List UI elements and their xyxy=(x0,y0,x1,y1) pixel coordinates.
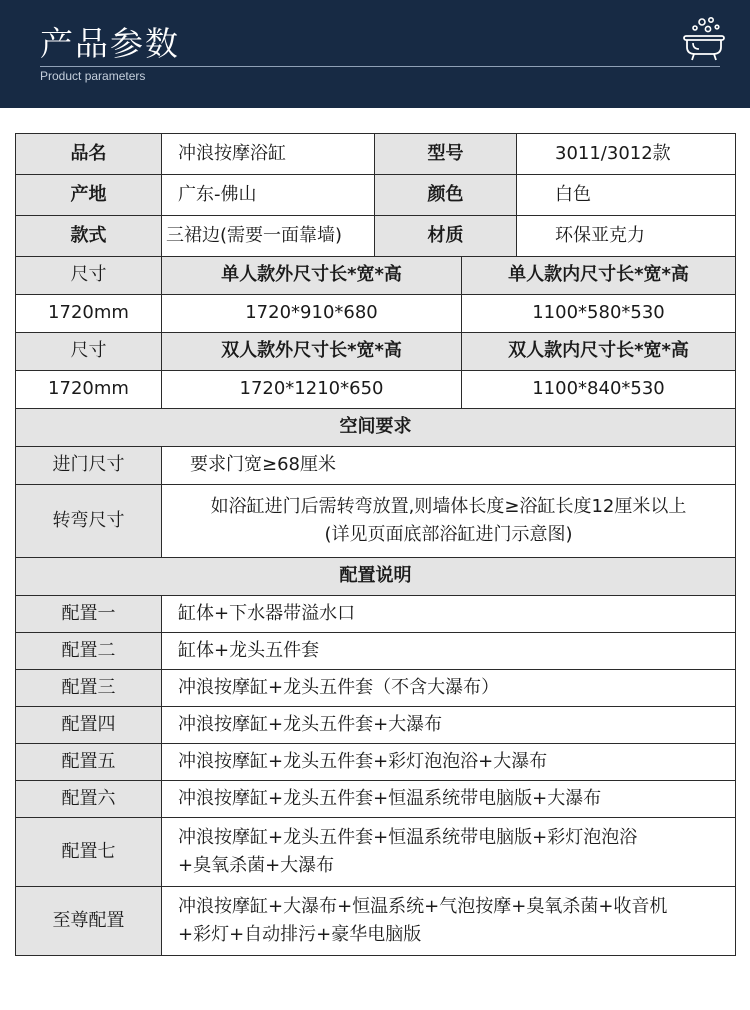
value-double-outer: 1720*1210*650 xyxy=(162,371,462,409)
table-row xyxy=(16,409,736,447)
label-name: 品名 xyxy=(16,134,162,175)
value-turn-size xyxy=(162,485,736,558)
table-row xyxy=(16,134,736,175)
table-row xyxy=(16,485,736,558)
table-row xyxy=(16,175,736,216)
table-row xyxy=(16,216,736,257)
value-config-premium xyxy=(162,887,736,956)
page-title: 产品参数 xyxy=(40,24,180,63)
table-row xyxy=(16,447,736,485)
config-7-line-1: 冲浪按摩缸+龙头五件套+恒温系统带电脑版+彩灯泡泡浴 xyxy=(178,827,638,849)
value-single-inner: 1100*580*530 xyxy=(462,295,736,333)
spec-table xyxy=(15,133,736,956)
label-config-7: 配置七 xyxy=(16,818,162,887)
value-material: 环保亚克力 xyxy=(517,216,736,257)
section-config-header: 配置说明 xyxy=(16,558,736,596)
value-config-3: 冲浪按摩缸+龙头五件套（不含大瀑布） xyxy=(162,670,736,707)
section-space-header: 空间要求 xyxy=(16,409,736,447)
value-model: 3011/3012款 xyxy=(517,134,736,175)
label-color: 颜色 xyxy=(375,175,517,216)
page-subtitle: Product parameters xyxy=(40,69,146,83)
value-config-2: 缸体+龙头五件套 xyxy=(162,633,736,670)
config-premium-line-1: 冲浪按摩缸+大瀑布+恒温系统+气泡按摩+臭氧杀菌+收音机 xyxy=(178,896,668,918)
label-size-single: 尺寸 xyxy=(16,257,162,295)
table-row xyxy=(16,887,736,956)
header-single-inner: 单人款内尺寸长*宽*高 xyxy=(462,257,736,295)
label-origin: 产地 xyxy=(16,175,162,216)
header-single-outer: 单人款外尺寸长*宽*高 xyxy=(162,257,462,295)
value-config-5: 冲浪按摩缸+龙头五件套+彩灯泡泡浴+大瀑布 xyxy=(162,744,736,781)
value-config-7 xyxy=(162,818,736,887)
value-origin: 广东-佛山 xyxy=(162,175,375,216)
value-name: 冲浪按摩浴缸 xyxy=(162,134,375,175)
table-row xyxy=(16,558,736,596)
value-style: 三裙边(需要一面靠墙) xyxy=(162,216,375,257)
table-row xyxy=(16,781,736,818)
table-row xyxy=(16,596,736,633)
header-banner xyxy=(0,0,750,108)
title-divider xyxy=(40,66,720,67)
label-turn-size: 转弯尺寸 xyxy=(16,485,162,558)
label-config-4: 配置四 xyxy=(16,707,162,744)
header-double-outer: 双人款外尺寸长*宽*高 xyxy=(162,333,462,371)
value-config-1: 缸体+下水器带溢水口 xyxy=(162,596,736,633)
table-row xyxy=(16,257,736,295)
table-row xyxy=(16,707,736,744)
label-config-premium: 至尊配置 xyxy=(16,887,162,956)
value-door-size: 要求门宽≥68厘米 xyxy=(162,447,736,485)
table-row xyxy=(16,744,736,781)
turn-size-line-2: (详见页面底部浴缸进门示意图) xyxy=(324,524,573,545)
label-config-6: 配置六 xyxy=(16,781,162,818)
header-double-inner: 双人款内尺寸长*宽*高 xyxy=(462,333,736,371)
value-single-outer: 1720*910*680 xyxy=(162,295,462,333)
config-premium-line-2: +彩灯+自动排污+豪华电脑版 xyxy=(178,924,422,945)
table-row xyxy=(16,670,736,707)
table-row xyxy=(16,295,736,333)
label-size-double: 尺寸 xyxy=(16,333,162,371)
value-color: 白色 xyxy=(517,175,736,216)
label-config-2: 配置二 xyxy=(16,633,162,670)
label-config-5: 配置五 xyxy=(16,744,162,781)
table-row xyxy=(16,818,736,887)
label-config-1: 配置一 xyxy=(16,596,162,633)
value-double-length: 1720mm xyxy=(16,371,162,409)
value-double-inner: 1100*840*530 xyxy=(462,371,736,409)
bathtub-icon xyxy=(682,16,726,62)
label-config-3: 配置三 xyxy=(16,670,162,707)
label-style: 款式 xyxy=(16,216,162,257)
table-row xyxy=(16,333,736,371)
config-7-line-2: +臭氧杀菌+大瀑布 xyxy=(178,855,335,876)
label-door-size: 进门尺寸 xyxy=(16,447,162,485)
table-row xyxy=(16,371,736,409)
value-config-4: 冲浪按摩缸+龙头五件套+大瀑布 xyxy=(162,707,736,744)
value-config-6: 冲浪按摩缸+龙头五件套+恒温系统带电脑版+大瀑布 xyxy=(162,781,736,818)
value-single-length: 1720mm xyxy=(16,295,162,333)
label-material: 材质 xyxy=(375,216,517,257)
label-model: 型号 xyxy=(375,134,517,175)
table-row xyxy=(16,633,736,670)
turn-size-line-1: 如浴缸进门后需转弯放置,则墙体长度≥浴缸长度12厘米以上 xyxy=(210,496,687,518)
